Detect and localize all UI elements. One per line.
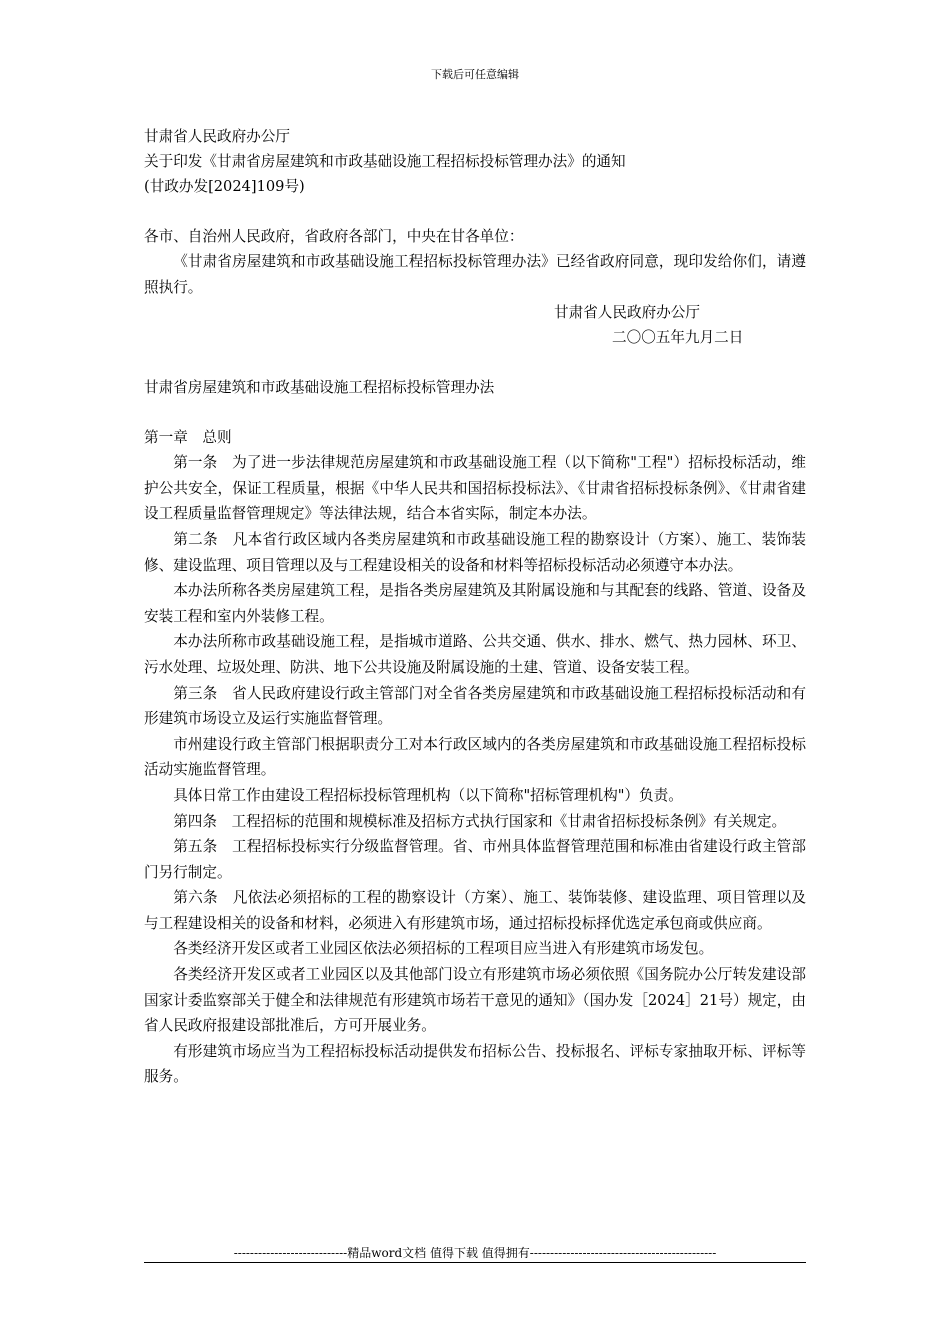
spacer: [144, 350, 806, 375]
signature: 甘肃省人民政府办公厅: [554, 304, 700, 322]
download-note: 下载后可任意编辑: [431, 68, 519, 81]
notice-body: 《甘肃省房屋建筑和市政基础设施工程招标投标管理办法》已经省政府同意，现印发给你们，请遵照执行。: [144, 253, 806, 296]
signature-date: 二〇〇五年九月二日: [612, 329, 744, 347]
article-3: 第三条 省人民政府建设行政主管部门对全省各类房屋建筑和市政基础设施工程招标投标活动和有形建筑市场设立及运行实施监督管理。: [144, 684, 806, 728]
chapter-heading: 第一章 总则: [144, 429, 232, 447]
spacer: [144, 400, 806, 425]
footer-divider: [144, 1262, 806, 1263]
document-number: (甘政办发[2024]109号): [144, 178, 305, 195]
article-4: 第四条 工程招标的范围和规模标准及招标方式执行国家和《甘肃省招标投标条例》有关规定。: [173, 812, 787, 830]
article-6-para-4: 有形建筑市场应当为工程招标投标活动提供发布招标公告、投标报名、评标专家抽取开标、评标等服务。: [144, 1042, 806, 1086]
article-3-para-3: 具体日常工作由建设工程招标投标管理机构（以下简称"招标管理机构"）负责。: [173, 786, 683, 804]
article-2: 第二条 凡本省行政区域内各类房屋建筑和市政基础设施工程的勘察设计（方案）、施工、装饰装修、建设监理、项目管理以及与工程建设相关的设备和材料等招标投标活动必须遵守本办法。: [144, 530, 806, 574]
article-2-para-2: 本办法所称各类房屋建筑工程，是指各类房屋建筑及其附属设施和与其配套的线路、管道、设备及安装工程和室内外装修工程。: [144, 582, 806, 625]
article-6-para-3: 各类经济开发区或者工业园区以及其他部门设立有形建筑市场必须依照《国务院办公厅转发建设部国家计委监察部关于健全和法律规范有形建筑市场若干意见的通知》（国办发［2024］21号）规定，由省人民政府报建设部批准后，方可开展业务。: [144, 966, 806, 1035]
regulation-title: 甘肃省房屋建筑和市政基础设施工程招标投标管理办法: [144, 379, 495, 397]
article-1: 第一条 为了进一步法律规范房屋建筑和市政基础设施工程（以下简称"工程"）招标投标活动，维护公共安全，保证工程质量，根据《中华人民共和国招标投标法》、《甘肃省招标投标条例》、《甘肃省建设工程质量监督管理规定》等法律法规，结合本省实际，制定本办法。: [144, 454, 806, 523]
spacer: [144, 199, 806, 224]
article-6-para-2: 各类经济开发区或者工业园区依法必须招标的工程项目应当进入有形建筑市场发包。: [173, 940, 714, 958]
issuer: 甘肃省人民政府办公厅: [144, 128, 290, 145]
article-6: 第六条 凡依法必须招标的工程的勘察设计（方案）、施工、装饰装修、建设监理、项目管理以及与工程建设相关的设备和材料，必须进入有形建筑市场，通过招标投标择优选定承包商或供应商。: [144, 889, 806, 932]
addressee: 各市、自治州人民政府，省政府各部门，中央在甘各单位：: [144, 228, 524, 245]
document-body: [144, 124, 806, 1090]
notice-title: 关于印发《甘肃省房屋建筑和市政基础设施工程招标投标管理办法》的通知: [144, 153, 626, 170]
footer-text: ----------------------------精品word文档 值得下载 值得拥有----------------------------------------------: [233, 1246, 717, 1260]
article-5: 第五条 工程招标投标实行分级监督管理。省、市州具体监督管理范围和标准由省建设行政主管部门另行制定。: [144, 838, 806, 881]
article-2-para-3: 本办法所称市政基础设施工程，是指城市道路、公共交通、供水、排水、燃气、热力园林、环卫、污水处理、垃圾处理、防洪、地下公共设施及附属设施的土建、管道、设备安装工程。: [144, 633, 806, 676]
article-3-para-2: 市州建设行政主管部门根据职责分工对本行政区域内的各类房屋建筑和市政基础设施工程招标投标活动实施监督管理。: [144, 735, 806, 779]
